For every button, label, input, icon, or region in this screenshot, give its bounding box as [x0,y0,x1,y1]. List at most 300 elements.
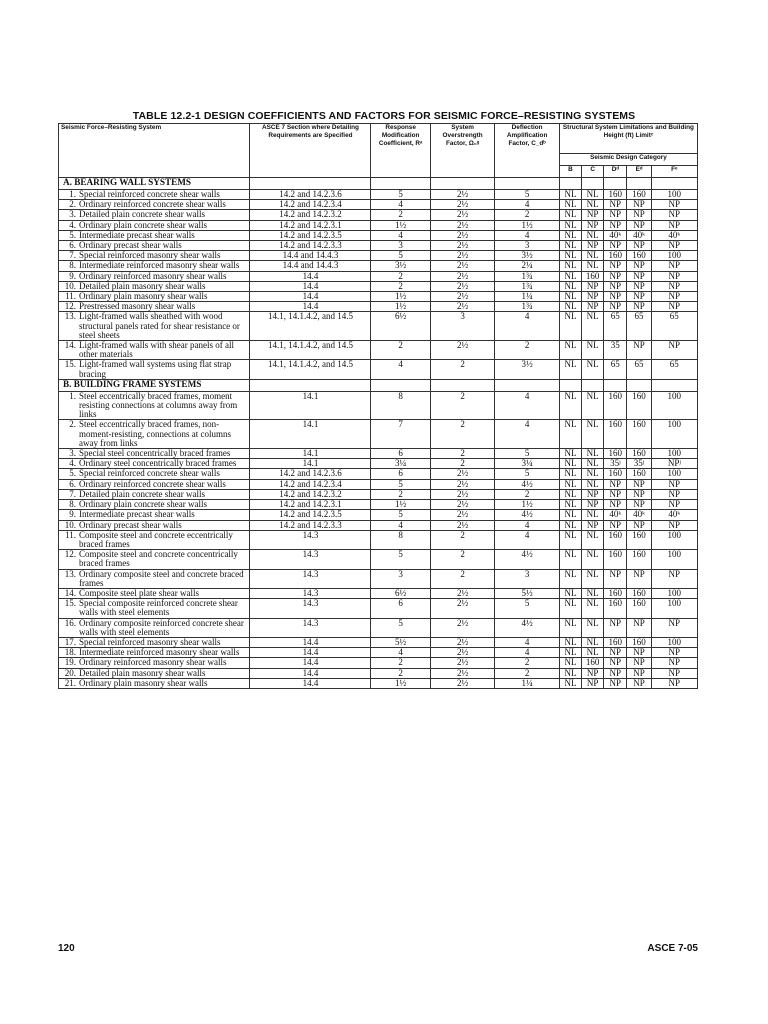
sdc-c: NL [582,459,604,469]
sdc-b: NL [559,520,581,530]
system-cell [59,530,250,549]
sdc-f: NP [651,489,697,499]
row-number: 19. [64,657,76,668]
response-modification: 5½ [371,637,430,647]
table-row [59,530,698,549]
sdc-e: NP [627,281,651,291]
sdc-c: NL [582,449,604,459]
system-entry [61,282,247,291]
sdc-e: 35ʲ [627,459,651,469]
sdc-f: 100 [651,251,697,261]
sdc-e: 65 [627,312,651,341]
system-name: Prestressed masonry shear walls [79,301,196,312]
row-number: 21. [64,678,76,688]
row-number: 11. [65,291,76,302]
system-name: Special reinforced masonry shear walls [79,250,221,261]
sdc-e: NP [627,489,651,499]
sdc-d: NP [604,210,627,220]
sdc-b: NL [559,200,581,210]
table-row [59,261,698,271]
row-number: 7. [69,489,76,499]
row-number: 11. [65,530,76,540]
sdc-b: NL [559,312,581,341]
deflection-amplification: 1¾ [495,302,560,312]
empty-cell [582,379,604,391]
deflection-amplification: 5 [495,469,560,479]
system-name: Ordinary precast shear walls [79,240,182,251]
overstrength: 2½ [430,241,495,251]
response-modification: 6 [371,599,430,618]
detailing-section: 14.2 and 14.2.3.4 [250,479,371,489]
system-name: Ordinary precast shear walls [79,520,182,530]
sdc-b: NL [559,210,581,220]
sdc-c: NP [582,500,604,510]
system-entry [61,221,247,230]
sdc-e: 160 [627,391,651,420]
sdc-c: NP [582,210,604,220]
response-modification: 7 [371,420,430,449]
deflection-amplification: 4 [495,520,560,530]
system-entry [61,392,247,420]
detailing-section: 14.2 and 14.2.3.1 [250,220,371,230]
row-number: 13. [64,569,76,579]
response-modification: 6 [371,469,430,479]
table-row [59,292,698,302]
response-modification: 2 [371,489,430,499]
detailing-section: 14.4 [250,302,371,312]
table-row [59,391,698,420]
overstrength: 2 [430,459,495,469]
design-coefficients-table [58,123,698,689]
sdc-d: NP [604,569,627,588]
sdc-f: NP [651,281,697,291]
row-number: 10. [64,281,76,291]
system-cell [59,271,250,281]
system-entry [61,679,247,688]
system-cell [59,292,250,302]
sdc-d: 40ᵏ [604,510,627,520]
empty-cell [627,379,651,391]
sdc-e: 160 [627,251,651,261]
document-id: ASCE 7-05 [647,943,698,954]
table-row [59,210,698,220]
sdc-f: NP [651,520,697,530]
system-cell [59,230,250,240]
system-cell [59,261,250,271]
system-name: Special steel concentrically braced frames [79,448,231,459]
overstrength: 2½ [430,271,495,281]
system-name: Steel eccentrically braced frames, moment resisting connections at columns away from links [79,391,238,420]
table-row [59,200,698,210]
sdc-e: NP [627,668,651,678]
sdc-d: NP [604,241,627,251]
system-name: Ordinary plain concrete shear walls [79,220,207,230]
sdc-f: NP [651,479,697,489]
deflection-amplification: 1¾ [495,281,560,291]
empty-cell [495,178,560,190]
system-name: Composite steel plate shear walls [79,588,199,598]
response-modification: 1½ [371,220,430,230]
sdc-b: NL [559,469,581,479]
sdc-e: 40ᵏ [627,510,651,520]
overstrength: 2½ [430,489,495,499]
sdc-b: NL [559,678,581,688]
sdc-d: NP [604,200,627,210]
sdc-e: 160 [627,550,651,569]
overstrength: 2½ [430,588,495,598]
row-number: 12. [64,301,76,312]
system-name: Light-framed wall systems using flat strap bracing [79,359,232,379]
sdc-e: NP [627,678,651,688]
detailing-section: 14.3 [250,618,371,637]
system-name: Light-framed walls sheathed with wood structural panels rated for shear resistance or steel sheets [79,311,240,340]
table-row [59,588,698,598]
row-number: 14. [64,340,76,351]
sdc-b: NL [559,569,581,588]
overstrength: 2½ [430,500,495,510]
sdc-c: NL [582,637,604,647]
empty-cell [371,178,430,190]
system-entry [61,599,247,617]
empty-cell [651,178,697,190]
response-modification: 4 [371,230,430,240]
system-cell [59,550,250,569]
sdc-f: NP [651,271,697,281]
response-modification: 2 [371,668,430,678]
system-entry [61,570,247,588]
table-row [59,281,698,291]
system-name: Light-framed walls with shear panels of all other materials [79,340,234,360]
sdc-c: NL [582,588,604,598]
system-cell [59,210,250,220]
system-entry [61,480,247,489]
sdc-f: NP [651,210,697,220]
table-row [59,479,698,489]
deflection-amplification: 5 [495,190,560,200]
system-cell [59,520,250,530]
sdc-b: NL [559,530,581,549]
system-cell [59,241,250,251]
row-number: 3. [69,448,76,459]
system-cell [59,312,250,341]
detailing-section: 14.2 and 14.2.3.1 [250,500,371,510]
deflection-amplification: 4 [495,530,560,549]
sdc-b: NL [559,420,581,449]
header-category: C [582,166,604,178]
response-modification: 8 [371,530,430,549]
system-cell [59,500,250,510]
overstrength: 2 [430,550,495,569]
system-cell [59,489,250,499]
sdc-b: NL [559,292,581,302]
overstrength: 2½ [430,292,495,302]
sdc-e: NP [627,618,651,637]
row-number: 20. [64,668,76,678]
system-cell [59,479,250,489]
table-row [59,678,698,688]
sdc-d: 40ᵏ [604,230,627,240]
table-row [59,599,698,618]
response-modification: 3 [371,241,430,251]
sdc-b: NL [559,658,581,668]
overstrength: 2 [430,530,495,549]
sdc-b: NL [559,271,581,281]
sdc-b: NL [559,599,581,618]
sdc-e: NP [627,341,651,360]
response-modification: 2 [371,210,430,220]
system-cell [59,190,250,200]
table-row [59,658,698,668]
row-number: 17. [64,637,76,647]
overstrength: 2½ [430,190,495,200]
system-entry [61,251,247,260]
sdc-c: NL [582,599,604,618]
sdc-c: NL [582,341,604,360]
detailing-section: 14.2 and 14.2.3.5 [250,510,371,520]
system-entry [61,261,247,270]
system-cell [59,469,250,479]
sdc-f: NP [651,241,697,251]
sdc-d: 35ʲ [604,459,627,469]
table-row [59,449,698,459]
detailing-section: 14.3 [250,530,371,549]
system-cell [59,420,250,449]
table-row [59,220,698,230]
sdc-b: NL [559,449,581,459]
detailing-section: 14.4 [250,678,371,688]
sdc-f: 100 [651,637,697,647]
detailing-section: 14.2 and 14.2.3.6 [250,190,371,200]
row-number: 7. [69,250,76,261]
overstrength: 2½ [430,678,495,688]
overstrength: 2 [430,449,495,459]
system-entry [61,469,247,478]
sdc-b: NL [559,230,581,240]
sdc-c: NL [582,420,604,449]
system-cell [59,391,250,420]
table-row [59,302,698,312]
sdc-e: NP [627,520,651,530]
sdc-c: NL [582,312,604,341]
deflection-amplification: 2 [495,489,560,499]
sdc-d: NP [604,292,627,302]
overstrength: 2 [430,420,495,449]
row-number: 10. [64,520,76,530]
sdc-f: NP [651,341,697,360]
response-modification: 2 [371,658,430,668]
sdc-c: NL [582,251,604,261]
sdc-d: 160 [604,449,627,459]
row-number: 1. [69,189,76,199]
sdc-e: NP [627,658,651,668]
row-number: 16. [64,618,76,628]
sdc-f: NP [651,658,697,668]
section-heading: B. BUILDING FRAME SYSTEMS [59,379,250,391]
sdc-b: NL [559,648,581,658]
overstrength: 2½ [430,510,495,520]
system-name: Ordinary composite steel and concrete braced frames [79,569,244,588]
overstrength: 2½ [430,281,495,291]
sdc-f: 100 [651,550,697,569]
sdc-d: 160 [604,637,627,647]
system-name: Detailed plain concrete shear walls [79,489,205,499]
sdc-b: NL [559,618,581,637]
response-modification: 5 [371,510,430,520]
deflection-amplification: 4 [495,200,560,210]
sdc-d: 160 [604,251,627,261]
section-heading-row [59,379,698,391]
sdc-f: NP [651,569,697,588]
overstrength: 2½ [430,648,495,658]
sdc-b: NL [559,302,581,312]
sdc-d: 160 [604,588,627,598]
sdc-f: NP [651,261,697,271]
sdc-e: 160 [627,190,651,200]
sdc-f: 100 [651,599,697,618]
sdc-f: 100 [651,420,697,449]
sdc-f: 65 [651,312,697,341]
deflection-amplification: 5 [495,599,560,618]
sdc-e: NP [627,292,651,302]
sdc-c: NL [582,569,604,588]
system-entry [61,231,247,240]
deflection-amplification: 4 [495,391,560,420]
system-entry [61,531,247,549]
row-number: 18. [64,647,76,658]
system-cell [59,637,250,647]
overstrength: 2½ [430,469,495,479]
sdc-c: NP [582,292,604,302]
sdc-d: NP [604,678,627,688]
system-cell [59,569,250,588]
detailing-section: 14.2 and 14.2.3.4 [250,200,371,210]
sdc-e: 160 [627,420,651,449]
sdc-f: NP [651,220,697,230]
detailing-section: 14.2 and 14.2.3.3 [250,520,371,530]
sdc-e: 160 [627,530,651,549]
sdc-b: NL [559,341,581,360]
system-entry [61,272,247,281]
response-modification: 1½ [371,500,430,510]
sdc-e: NP [627,569,651,588]
overstrength: 2½ [430,341,495,360]
detailing-section: 14.1 [250,459,371,469]
system-entry [61,420,247,448]
response-modification: 4 [371,360,430,379]
sdc-f: NP [651,292,697,302]
sdc-f: 100 [651,530,697,549]
overstrength: 2 [430,569,495,588]
response-modification: 1½ [371,678,430,688]
sdc-f: 100 [651,588,697,598]
header-category: Dᵈ [604,166,627,178]
row-number: 9. [69,509,76,520]
table-row [59,489,698,499]
sdc-d: NP [604,302,627,312]
row-number: 5. [69,230,76,240]
detailing-section: 14.3 [250,569,371,588]
sdc-d: 160 [604,190,627,200]
system-cell [59,251,250,261]
deflection-amplification: 4½ [495,479,560,489]
empty-cell [250,379,371,391]
deflection-amplification: 4½ [495,550,560,569]
table-row [59,230,698,240]
system-name: Intermediate precast shear walls [79,509,195,520]
system-entry [61,669,247,678]
response-modification: 5 [371,550,430,569]
table-row [59,510,698,520]
sdc-e: NP [627,261,651,271]
sdc-f: NP [651,500,697,510]
table-row [59,341,698,360]
header-overstrength: System Overstrength Factor, Ω₀ᵍ [430,124,495,178]
sdc-c: NP [582,668,604,678]
system-cell [59,459,250,469]
overstrength: 2½ [430,479,495,489]
sdc-f: 100 [651,469,697,479]
header-system: Seismic Force–Resisting System [59,124,250,178]
sdc-d: 160 [604,550,627,569]
system-entry [61,589,247,598]
sdc-f: 65 [651,360,697,379]
response-modification: 5 [371,251,430,261]
sdc-b: NL [559,550,581,569]
sdc-e: NP [627,241,651,251]
system-entry [61,200,247,209]
row-number: 14. [64,588,76,598]
sdc-e: 160 [627,449,651,459]
overstrength: 2½ [430,520,495,530]
detailing-section: 14.2 and 14.2.3.2 [250,210,371,220]
sdc-e: 160 [627,599,651,618]
empty-cell [604,379,627,391]
sdc-c: NP [582,302,604,312]
overstrength: 2½ [430,220,495,230]
response-modification: 8 [371,391,430,420]
table-row [59,190,698,200]
sdc-b: NL [559,500,581,510]
system-name: Special reinforced concrete shear walls [79,468,220,479]
system-cell [59,618,250,637]
response-modification: 3¼ [371,459,430,469]
sdc-c: NL [582,391,604,420]
row-number: 13. [64,311,76,322]
system-name: Ordinary composite reinforced concrete shear walls with steel elements [79,618,244,637]
response-modification: 4 [371,648,430,658]
deflection-amplification: 3¼ [495,459,560,469]
deflection-amplification: 4 [495,312,560,341]
response-modification: 6 [371,449,430,459]
deflection-amplification: 4½ [495,510,560,520]
sdc-c: NP [582,520,604,530]
deflection-amplification: 4 [495,648,560,658]
deflection-amplification: 1¼ [495,678,560,688]
row-number: 9. [69,271,76,281]
table-row [59,271,698,281]
sdc-c: NP [582,241,604,251]
table-row [59,251,698,261]
deflection-amplification: 4½ [495,618,560,637]
header-category: B [559,166,581,178]
system-name: Ordinary reinforced masonry shear walls [79,271,227,281]
system-name: Intermediate precast shear walls [79,230,195,240]
overstrength: 2½ [430,668,495,678]
system-name: Detailed plain concrete shear walls [79,209,205,220]
sdc-c: NL [582,469,604,479]
sdc-e: NP [627,210,651,220]
detailing-section: 14.4 and 14.4.3 [250,251,371,261]
